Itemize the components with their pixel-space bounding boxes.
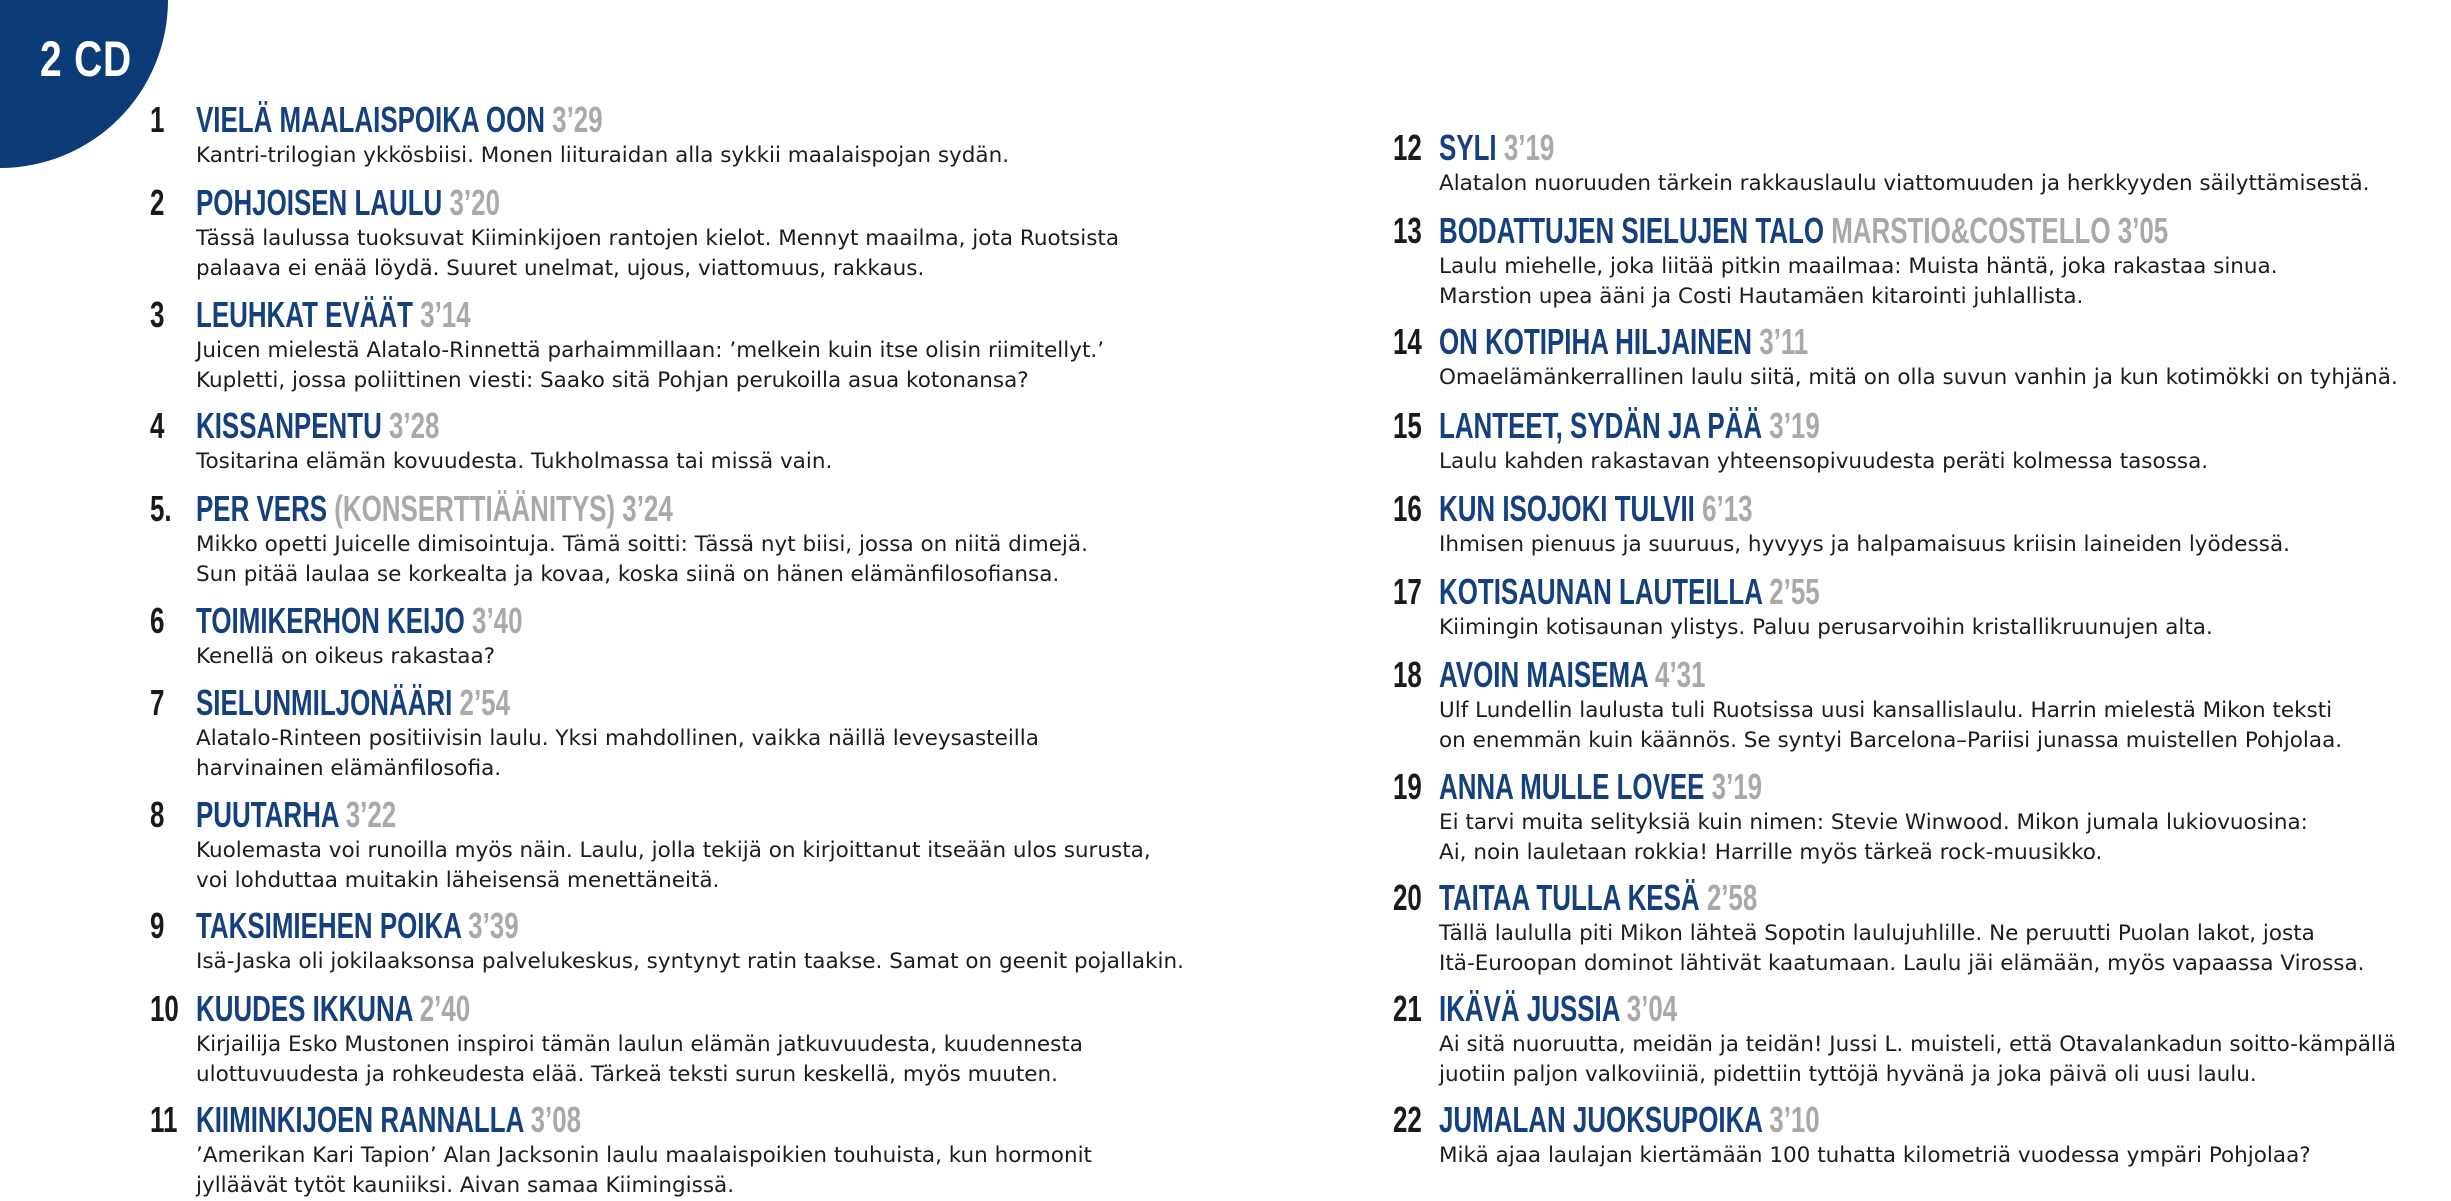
description-line: Marstion upea ääni ja Costi Hautamäen kitarointi juhlallista. xyxy=(1439,284,2084,309)
description-line: Ulf Lundellin laulusta tuli Ruotsissa uusi kansallislaulu. Harrin mielestä Mikon teksti xyxy=(1439,698,2333,723)
track-item xyxy=(1393,406,2208,477)
track-item xyxy=(1393,128,2370,199)
description-line: Itä-Euroopan dominot lähtivät kaatumaan. Laulu jäi elämään, myös vapaassa Virossa. xyxy=(1439,951,2365,976)
track-description xyxy=(1439,447,2208,477)
track-item xyxy=(150,989,1083,1090)
track-description xyxy=(1439,919,2365,979)
track-title-line xyxy=(196,1100,581,1140)
track-description xyxy=(196,447,832,477)
track-title: IKÄVÄ JUSSIA xyxy=(1439,988,1620,1029)
track-duration: 3’19 xyxy=(1503,127,1555,168)
track-title: LANTEET, SYDÄN JA PÄÄ xyxy=(1439,405,1763,446)
track-number: 19 xyxy=(1393,766,1422,807)
track-description xyxy=(1439,363,2398,393)
track-duration: 3’40 xyxy=(472,600,523,641)
description-line: Kirjailija Esko Mustonen inspiroi tämän laulun elämän jatkuvuudesta, kuudennesta xyxy=(196,1032,1083,1057)
track-number: 10 xyxy=(150,988,179,1029)
description-line: harvinainen elämänfilosofia. xyxy=(196,756,502,781)
track-description xyxy=(196,1141,1092,1201)
track-number: 2 xyxy=(150,182,165,223)
track-title: PUUTARHA xyxy=(196,794,339,835)
track-description xyxy=(196,836,1151,896)
track-title: KIIMINKIJOEN RANNALLA xyxy=(196,1099,524,1140)
track-number: 22 xyxy=(1393,1099,1422,1140)
track-item xyxy=(150,406,832,477)
track-description xyxy=(196,336,1104,396)
track-duration: 4’31 xyxy=(1655,654,1706,695)
track-number: 5. xyxy=(150,488,172,529)
description-line: Laulu miehelle, joka liitää pitkin maailmaa: Muista häntä, joka rakastaa sinua. xyxy=(1439,254,2278,279)
track-title-line xyxy=(1439,322,1808,362)
track-header xyxy=(150,600,523,641)
track-title-line xyxy=(1439,767,1762,807)
track-title-line xyxy=(1439,211,2168,251)
track-number: 1 xyxy=(150,99,165,140)
track-title-line xyxy=(196,601,523,641)
track-item xyxy=(150,489,1088,590)
track-header xyxy=(1393,128,2370,168)
track-title-line xyxy=(1439,655,1705,695)
track-duration: 3’05 xyxy=(2117,210,2169,251)
track-item xyxy=(1393,878,2365,979)
track-item xyxy=(150,183,1119,284)
description-line: Laulu kahden rakastavan yhteensopivuudesta peräti kolmessa tasossa. xyxy=(1439,449,2209,474)
track-item xyxy=(150,683,1039,784)
track-title: TOIMIKERHON KEIJO xyxy=(196,600,465,641)
description-line: Juicen mielestä Alatalo-Rinnettä parhaimmillaan: ’melkein kuin itse olisin riimitellyt.’ xyxy=(196,338,1105,363)
track-description xyxy=(1439,530,2290,560)
track-header xyxy=(150,906,1184,946)
track-header xyxy=(150,295,1104,335)
track-duration: 3’11 xyxy=(1759,321,1809,362)
track-title-line xyxy=(196,683,510,723)
track-description xyxy=(1439,1030,2396,1090)
track-duration: 3’19 xyxy=(1711,766,1763,807)
track-item xyxy=(1393,989,2396,1090)
disc-label: 2 CD xyxy=(40,31,132,87)
description-line: Mikä ajaa laulajan kiertämään 100 tuhatta kilometriä vuodessa ympäri Pohjolaa? xyxy=(1439,1143,2311,1168)
track-number: 8 xyxy=(150,794,165,835)
track-number: 11 xyxy=(150,1099,178,1140)
track-description xyxy=(1439,613,2213,643)
track-duration: 3’28 xyxy=(388,405,440,446)
track-item xyxy=(150,906,1184,977)
track-header xyxy=(1393,489,2290,529)
track-header xyxy=(150,100,1009,140)
track-header xyxy=(150,795,1151,835)
track-title: JUMALAN JUOKSUPOIKA xyxy=(1439,1099,1763,1140)
description-line: Tällä laululla piti Mikon lähteä Sopotin laulujuhlille. Ne peruutti Puolan lakot, josta xyxy=(1439,921,2315,946)
track-number: 20 xyxy=(1393,877,1422,918)
track-duration: 3’20 xyxy=(449,182,500,223)
description-line: Isä-Jaska oli jokilaaksonsa palvelukeskus, syntynyt ratin taakse. Samat on geenit pojallakin. xyxy=(196,949,1184,974)
track-credit: MARSTIO&COSTELLO xyxy=(1831,210,2111,251)
description-line: Tositarina elämän kovuudesta. Tukholmassa tai missä vain. xyxy=(196,449,833,474)
track-title: KUN ISOJOKI TULVII xyxy=(1439,488,1695,529)
track-title-line xyxy=(1439,878,1757,918)
track-item xyxy=(1393,489,2290,560)
track-header xyxy=(1393,878,2365,918)
track-description xyxy=(196,1030,1083,1090)
track-number: 15 xyxy=(1393,405,1422,446)
track-title-line xyxy=(1439,989,1677,1029)
track-duration: 2’40 xyxy=(419,988,471,1029)
track-duration: 3’29 xyxy=(552,99,603,140)
track-duration: 6’13 xyxy=(1702,488,1753,529)
track-title: ON KOTIPIHA HILJAINEN xyxy=(1439,321,1752,362)
description-line: Omaelämänkerrallinen laulu siitä, mitä on olla suvun vanhin ja kun kotimökki on tyhjänä. xyxy=(1439,365,2398,390)
track-header xyxy=(150,489,1088,529)
track-duration: 3’39 xyxy=(468,905,519,946)
track-number: 14 xyxy=(1393,321,1422,362)
track-title-line xyxy=(1439,1100,1820,1140)
description-line: ’Amerikan Kari Tapion’ Alan Jacksonin laulu maalaispoikien touhuista, kun hormonit xyxy=(196,1143,1092,1168)
track-item xyxy=(150,795,1151,896)
track-description xyxy=(196,642,495,672)
description-line: Ai sitä nuoruutta, meidän ja teidän! Jussi L. muisteli, että Otavalankadun soitto-kämpällä xyxy=(1439,1032,2397,1057)
track-header xyxy=(150,683,1039,723)
track-number: 3 xyxy=(150,294,165,335)
track-description xyxy=(196,530,1088,590)
description-line: Ai, noin lauletaan rokkia! Harrille myös tärkeä rock-muusikko. xyxy=(1439,840,2103,865)
track-duration: 3’22 xyxy=(345,794,397,835)
track-title-line xyxy=(196,406,439,446)
track-title-line xyxy=(196,795,396,835)
description-line: Alatalon nuoruuden tärkein rakkauslaulu viattomuuden ja herkkyyden säilyttämisestä. xyxy=(1439,171,2370,196)
description-line: Kupletti, jossa poliittinen viesti: Saako sitä Pohjan perukoilla asua kotonansa? xyxy=(196,368,1029,393)
track-header xyxy=(150,406,832,446)
track-header xyxy=(1393,406,2208,446)
track-number: 12 xyxy=(1393,127,1422,168)
track-number: 17 xyxy=(1393,571,1422,612)
description-line: Kuolemasta voi runoilla myös näin. Laulu, jolla tekijä on kirjoittanut itseään ulos surusta, xyxy=(196,838,1151,863)
track-number: 6 xyxy=(150,600,165,641)
track-description xyxy=(196,724,1039,784)
track-number: 9 xyxy=(150,905,165,946)
track-title-line xyxy=(1439,406,1820,446)
track-title-line xyxy=(1439,489,1753,529)
track-title: PER VERS xyxy=(196,488,328,529)
track-duration: 3’24 xyxy=(622,488,673,529)
description-line: jylläävät tytöt kauniiksi. Aivan samaa Kiimingissä. xyxy=(196,1173,735,1198)
track-title-line xyxy=(196,989,470,1029)
track-number: 21 xyxy=(1393,988,1422,1029)
track-duration: 2’58 xyxy=(1706,877,1758,918)
track-description xyxy=(196,224,1119,284)
description-line: palaava ei enää löydä. Suuret unelmat, ujous, viattomuus, rakkaus. xyxy=(196,256,925,281)
track-header xyxy=(1393,989,2396,1029)
description-line: Alatalo-Rinteen positiivisin laulu. Yksi mahdollinen, vaikka näillä leveysasteilla xyxy=(196,726,1039,751)
track-title: TAITAA TULLA KESÄ xyxy=(1439,877,1700,918)
track-title: AVOIN MAISEMA xyxy=(1439,654,1648,695)
description-line: on enemmän kuin käännös. Se syntyi Barcelona–Pariisi junassa muistellen Pohjolaa. xyxy=(1439,728,2343,753)
track-title: POHJOISEN LAULU xyxy=(196,182,443,223)
track-number: 13 xyxy=(1393,210,1422,251)
track-duration: 2’55 xyxy=(1769,571,1820,612)
track-duration: 3’14 xyxy=(420,294,471,335)
track-title: KUUDES IKKUNA xyxy=(196,988,413,1029)
description-line: Ei tarvi muita selityksiä kuin nimen: Stevie Winwood. Mikon jumala lukiovuosina: xyxy=(1439,810,2308,835)
track-header xyxy=(150,989,1083,1029)
track-description xyxy=(1439,808,2308,868)
track-description xyxy=(1439,169,2370,199)
track-item xyxy=(1393,767,2308,868)
disc-corner-badge xyxy=(0,0,168,168)
track-title: KOTISAUNAN LAUTEILLA xyxy=(1439,571,1763,612)
description-line: ulottuvuudesta ja rohkeudesta elää. Tärkeä teksti surun keskellä, myös muuten. xyxy=(196,1062,1058,1087)
track-header xyxy=(1393,1100,2311,1140)
description-line: Kantri-trilogian ykkösbiisi. Monen liituraidan alla sykkii maalaispojan sydän. xyxy=(196,143,1010,168)
track-title: LEUHKAT EVÄÄT xyxy=(196,294,413,335)
track-title: SIELUNMILJONÄÄRI xyxy=(196,682,453,723)
track-number: 18 xyxy=(1393,654,1422,695)
track-item xyxy=(150,600,523,672)
track-number: 16 xyxy=(1393,488,1422,529)
track-header xyxy=(1393,767,2308,807)
track-title: BODATTUJEN SIELUJEN TALO xyxy=(1439,210,1824,251)
description-line: Kiimingin kotisaunan ylistys. Paluu perusarvoihin kristallikruunujen alta. xyxy=(1439,615,2213,640)
track-duration: 3’08 xyxy=(530,1099,582,1140)
track-description xyxy=(1439,252,2278,312)
description-line: Ihmisen pienuus ja suuruus, hyvyys ja halpamaisuus kriisin laineiden lyödessä. xyxy=(1439,532,2290,557)
track-item xyxy=(1393,322,2398,393)
track-title-line xyxy=(196,906,519,946)
track-item xyxy=(150,1100,1092,1201)
track-title: SYLI xyxy=(1439,127,1497,168)
track-duration: 3’10 xyxy=(1769,1099,1820,1140)
description-line: Tässä laulussa tuoksuvat Kiiminkijoen rantojen kielot. Mennyt maailma, jota Ruotsista xyxy=(196,226,1120,251)
track-title-line xyxy=(196,100,603,140)
track-header xyxy=(1393,572,2213,612)
track-title: ANNA MULLE LOVEE xyxy=(1439,766,1705,807)
track-header xyxy=(1393,655,2342,695)
track-item xyxy=(1393,655,2342,756)
track-header xyxy=(150,1100,1092,1140)
track-description xyxy=(1439,696,2342,756)
track-duration: 3’19 xyxy=(1769,405,1820,446)
track-title-line xyxy=(196,183,500,223)
description-line: voi lohduttaa muitakin läheisensä menettäneitä. xyxy=(196,868,720,893)
track-duration: 2’54 xyxy=(459,682,510,723)
track-item xyxy=(150,100,1009,171)
track-title-line xyxy=(196,489,673,529)
description-line: juotiin paljon valkoviiniä, pidettiin tyttöjä hyvänä ja joka päivä oli uusi laulu. xyxy=(1439,1062,2257,1087)
track-header xyxy=(1393,211,2278,251)
track-description xyxy=(1439,1141,2311,1171)
track-item xyxy=(1393,1100,2311,1171)
description-line: Sun pitää laulaa se korkealta ja kovaa, koska siinä on hänen elämänfilosofiansa. xyxy=(196,562,1060,587)
track-title-line xyxy=(1439,572,1820,612)
track-title: TAKSIMIEHEN POIKA xyxy=(196,905,461,946)
track-title-line xyxy=(1439,128,1554,168)
track-header xyxy=(150,183,1119,223)
track-title: VIELÄ MAALAISPOIKA OON xyxy=(196,99,545,140)
track-duration: 3’04 xyxy=(1626,988,1678,1029)
track-item xyxy=(1393,572,2213,643)
track-description xyxy=(196,141,1009,171)
track-item xyxy=(150,295,1104,396)
description-line: Kenellä on oikeus rakastaa? xyxy=(196,644,496,669)
description-line: Mikko opetti Juicelle dimisointuja. Tämä soitti: Tässä nyt biisi, jossa on niitä dimejä. xyxy=(196,532,1088,557)
track-title-line xyxy=(196,295,471,335)
track-number: 4 xyxy=(150,405,165,446)
track-header xyxy=(1393,322,2398,362)
track-description xyxy=(196,947,1184,977)
track-item xyxy=(1393,211,2278,312)
track-number: 7 xyxy=(150,682,165,723)
track-title: KISSANPENTU xyxy=(196,405,382,446)
track-credit: (KONSERTTIÄÄNITYS) xyxy=(334,488,616,529)
